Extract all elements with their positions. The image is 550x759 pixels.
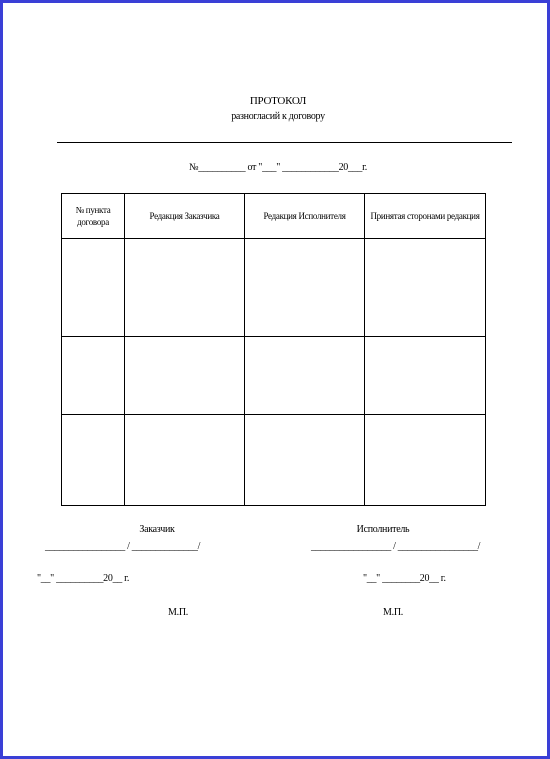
- table-header-row: [62, 194, 486, 239]
- table-row: [62, 239, 486, 337]
- disagreements-table: [61, 193, 486, 506]
- title-divider: [57, 142, 512, 143]
- column-header-contractor-version: Редакция Исполнителя: [245, 194, 365, 239]
- document-subtitle: разногласий к договору: [231, 111, 325, 122]
- contractor-label: Исполнитель: [356, 524, 410, 535]
- table-row: [62, 415, 486, 506]
- customer-date-line: "__" __________20__ г.: [37, 573, 130, 584]
- table-cell[interactable]: [245, 239, 365, 337]
- column-header-clause-number: № пункта договора: [62, 194, 125, 239]
- contractor-date-line: "__" ________20__ г.: [363, 573, 446, 584]
- protocol-number-line: №__________ от "___" ____________20___г.: [189, 162, 367, 173]
- table-cell[interactable]: [245, 337, 365, 415]
- contractor-stamp-place: М.П.: [383, 607, 403, 618]
- table-cell[interactable]: [125, 239, 245, 337]
- contractor-signature-line: _________________ / _________________/: [311, 541, 481, 552]
- column-header-agreed-version: Принятая сторонами редакция: [365, 194, 486, 239]
- table-cell[interactable]: [62, 415, 125, 506]
- customer-stamp-place: М.П.: [168, 607, 188, 618]
- table-cell[interactable]: [365, 415, 486, 506]
- customer-signature-line: _________________ / ______________/: [45, 541, 201, 552]
- table-cell[interactable]: [62, 337, 125, 415]
- customer-label: Заказчик: [139, 524, 175, 535]
- column-header-customer-version: Редакция Заказчика: [125, 194, 245, 239]
- table-row: [62, 337, 486, 415]
- table-cell[interactable]: [245, 415, 365, 506]
- table-cell[interactable]: [125, 337, 245, 415]
- table-cell[interactable]: [62, 239, 125, 337]
- document-title: ПРОТОКОЛ: [249, 95, 307, 107]
- table-cell[interactable]: [365, 239, 486, 337]
- table-cell[interactable]: [365, 337, 486, 415]
- table-cell[interactable]: [125, 415, 245, 506]
